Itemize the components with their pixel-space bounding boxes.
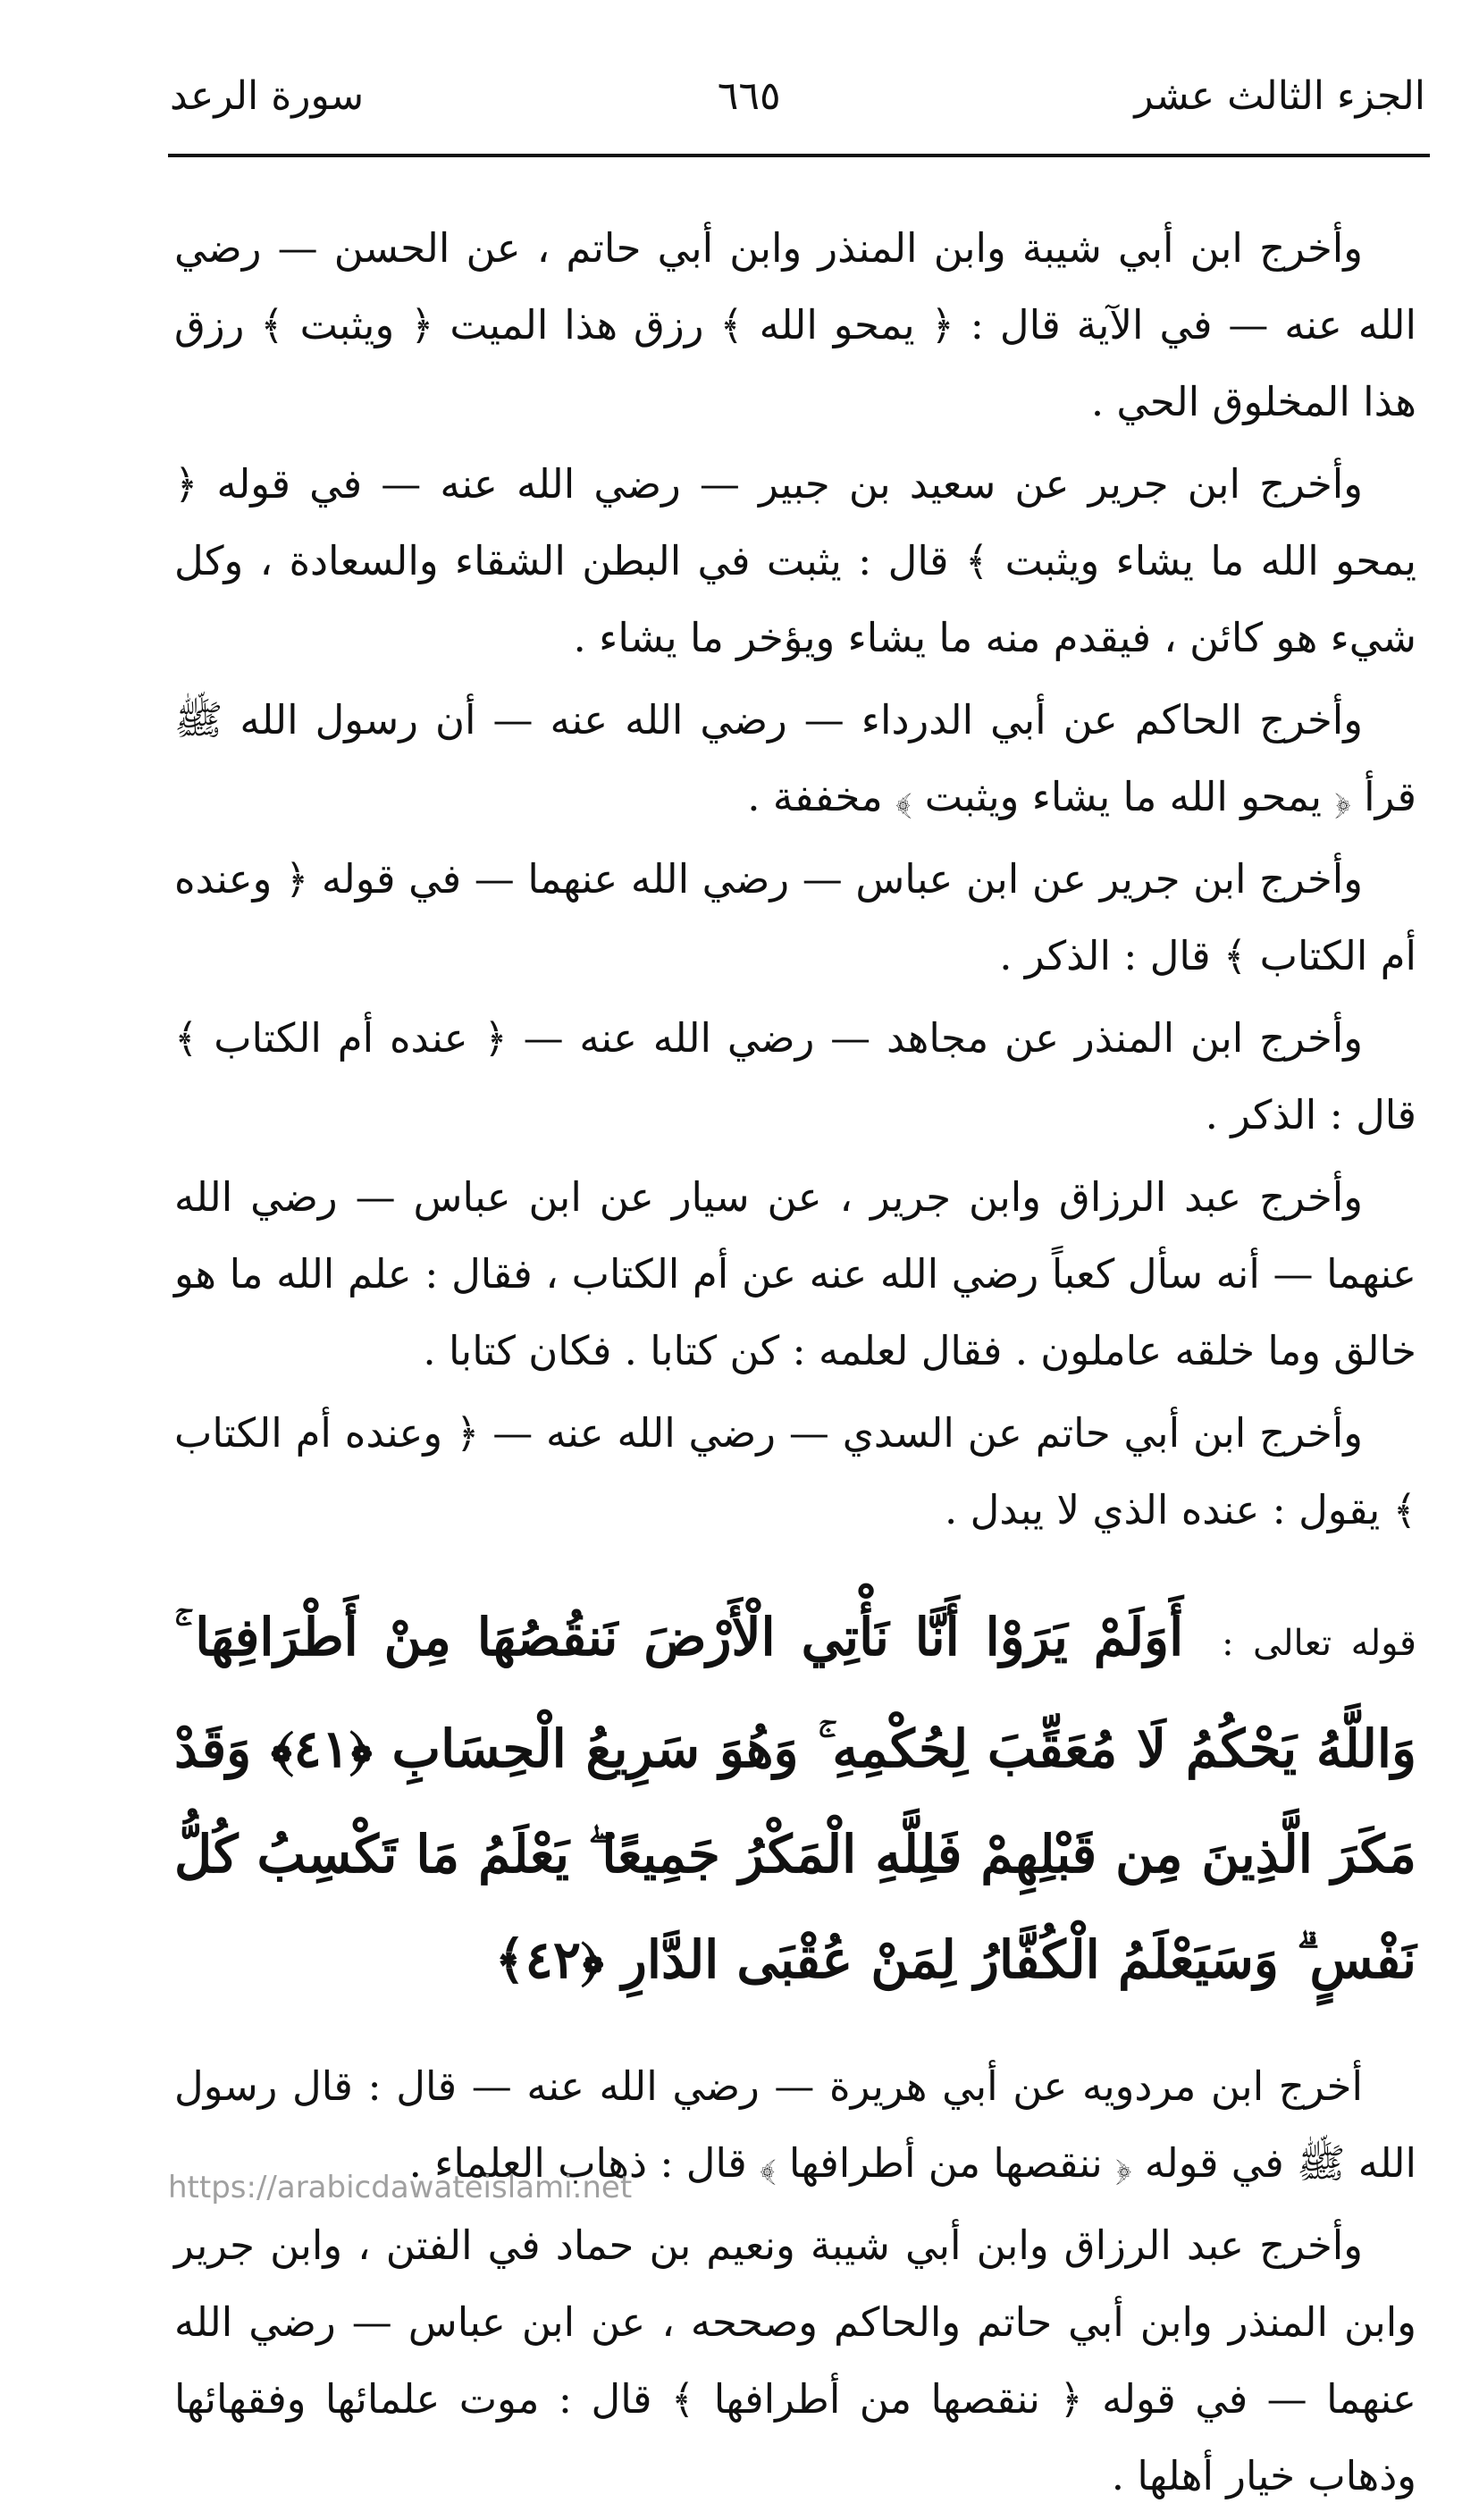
- paragraph: وأخرج الحاكم عن أبي الدرداء — رضي الله عنه — أن رسول الله ﷺ قرأ ﴿ يمحو الله ما يشاء ويثبت ﴾ مخففة .: [174, 696, 1416, 820]
- page-header: [170, 64, 1425, 127]
- paragraph: وأخرج ابن جرير عن سعيد بن جبير — رضي الله عنه — في قوله ﴿ يمحو الله ما يشاء ويثبت ﴾ قال : يثبت في البطن الشقاء والسعادة ، وكل شيء هو كائن ، فيقدم منه ما يشاء ويؤخر ما يشاء .: [174, 460, 1416, 661]
- paragraph: أخرج ابن مردويه عن أبي هريرة — رضي الله عنه — قال : قال رسول الله ﷺ في قوله ﴿ ننقصها من أطرافها ﴾ قال : ذهاب العلماء .: [174, 2062, 1416, 2187]
- paragraph: وأخرج ابن جرير عن ابن عباس — رضي الله عنهما — في قوله ﴿ وعنده أم الكتاب ﴾ قال : الذكر .: [174, 855, 1416, 979]
- paragraph: وأخرج ابن أبي شيبة وابن المنذر وابن أبي حاتم ، عن الحسن — رضي الله عنه — في الآية قال : ﴿ يمحو الله ﴾ رزق هذا الميت ﴿ ويثبت ﴾ رزق هذا المخلوق الحي .: [174, 224, 1416, 425]
- header-divider: [168, 154, 1430, 157]
- page-number: ٦٦٥: [717, 72, 781, 119]
- paragraph: وأخرج ابن أبي حاتم عن السدي — رضي الله عنه — ﴿ وعنده أم الكتاب ﴾ يقول : عنده الذي لا يبدل .: [174, 1409, 1416, 1533]
- quran-verse-block: [174, 1584, 1416, 2012]
- paragraph: وأخرج عبد الرزاق وابن جرير ، عن سيار عن ابن عباس — رضي الله عنهما — أنه سأل كعباً رضي الله عنه عن أم الكتاب ، فقال : علم الله ما هو خالق وما خلقه عاملون . فقال لعلمه : كن كتابا . فكان كتابا .: [174, 1173, 1416, 1374]
- juz-title: الجزء الثالث عشر: [1134, 72, 1425, 119]
- paragraph: وأخرج ابن المنذر عن مجاهد — رضي الله عنه — ﴿ عنده أم الكتاب ﴾ قال : الذكر .: [174, 1014, 1416, 1138]
- verse-intro: قوله تعالى :: [1222, 1623, 1416, 1664]
- paragraph: وأخرج عبد الرزاق وابن أبي شيبة ونعيم بن حماد في الفتن ، وابن جرير وابن المنذر وابن أبي حاتم والحاكم وصححه ، عن ابن عباس — رضي الله عنهما — في قوله ﴿ ننقصها من أطرافها ﴾ قال : موت علمائها وفقهائها وذهاب خيار أهلها .: [174, 2222, 1416, 2499]
- watermark-url: https://arabicdawateislami.net: [168, 2170, 633, 2205]
- verse-text: أَوَلَمْ يَرَوْا أَنَّا نَأْتِي الْأَرْضَ نَنقُصُهَا مِنْ أَطْرَافِهَا ۚ وَاللَّهُ يَحْكُمُ لَا مُعَقِّبَ لِحُكْمِهِ ۚ وَهُوَ سَرِيعُ الْحِسَابِ ﴿٤١﴾ وَقَدْ مَكَرَ الَّذِينَ مِن قَبْلِهِمْ فَلِلَّهِ الْمَكْرُ جَمِيعًا ۖ يَعْلَمُ مَا تَكْسِبُ كُلُّ نَفْسٍ ۗ وَسَيَعْلَمُ الْكُفَّارُ لِمَنْ عُقْبَى الدَّارِ ﴿٤٢﴾: [174, 1607, 1416, 1990]
- surah-title: سورة الرعد: [170, 72, 365, 119]
